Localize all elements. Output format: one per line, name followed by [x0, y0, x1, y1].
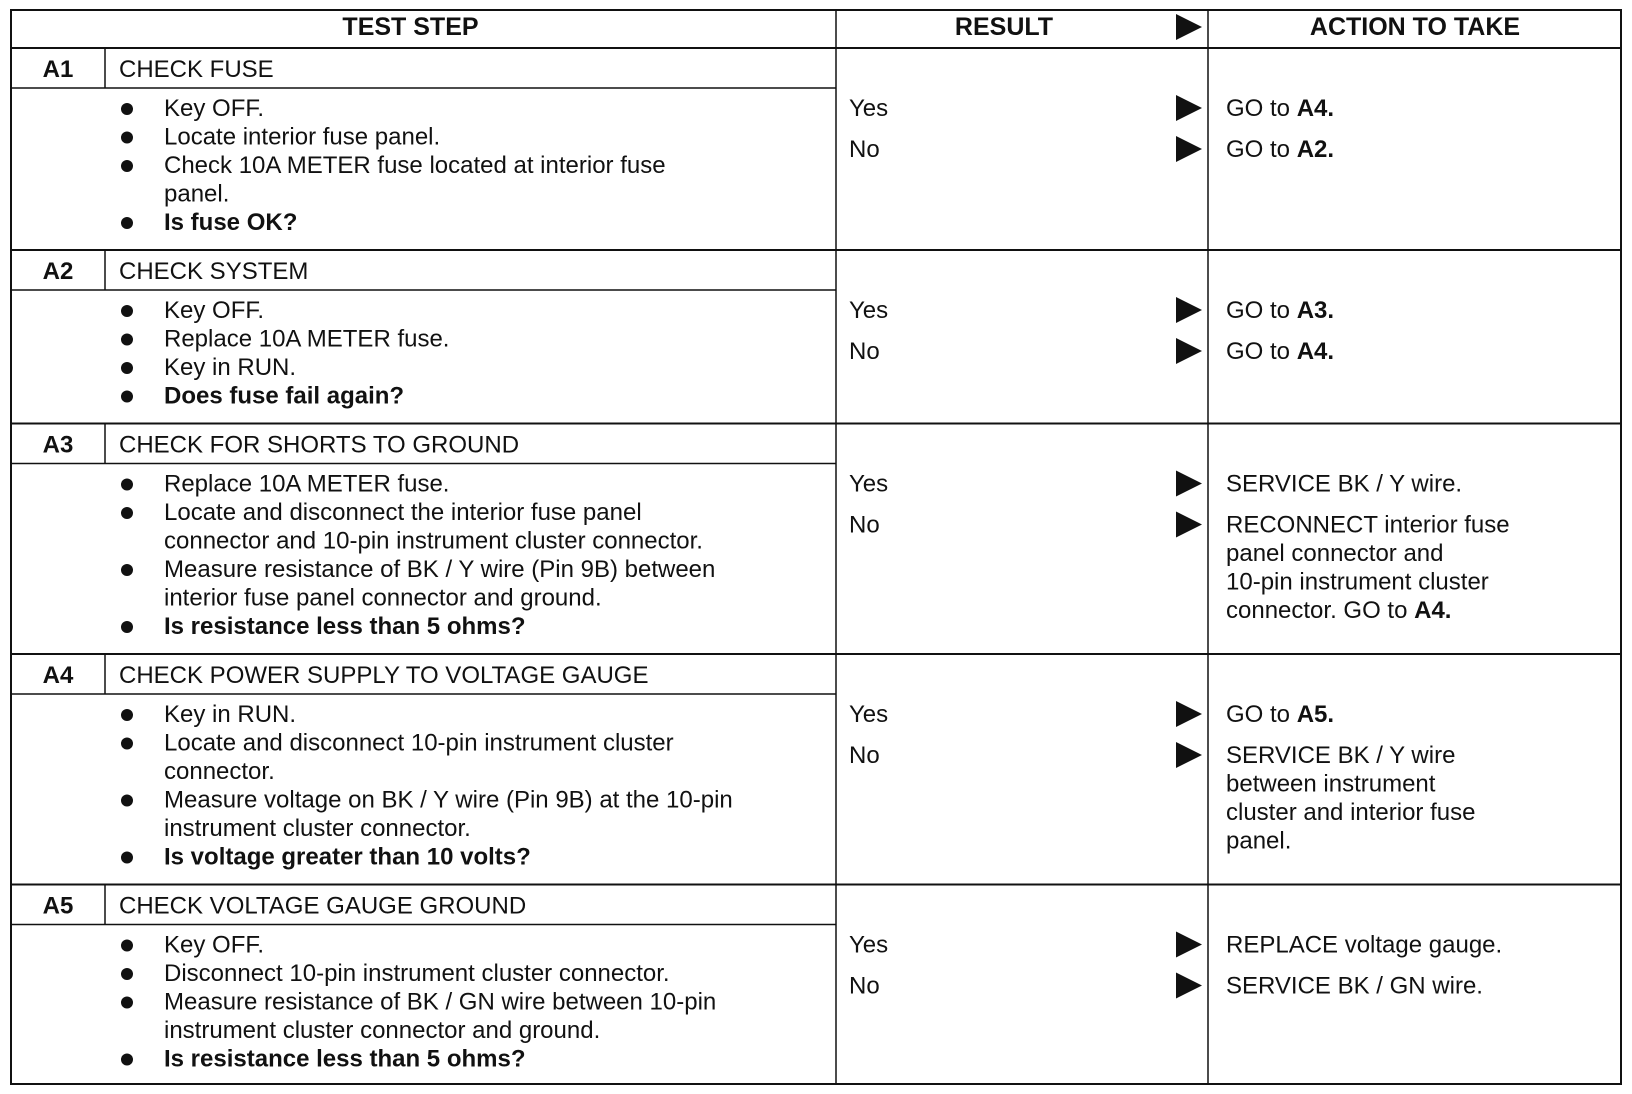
action-text	[1226, 597, 1451, 624]
header-result: RESULT	[954, 13, 1054, 41]
step-id: A5	[42, 892, 74, 920]
bullet-text: Check 10A METER fuse located at interior fuse	[164, 152, 666, 179]
bullet-icon	[121, 621, 133, 633]
action-segment: A2.	[1296, 136, 1335, 163]
bullet-text: Replace 10A METER fuse.	[164, 470, 450, 498]
result-yes: Yes	[849, 470, 889, 498]
bullet-text: Replace 10A METER fuse.	[164, 325, 450, 353]
action-text	[1226, 799, 1475, 826]
bullet-text: Key OFF.	[164, 297, 265, 324]
step-id: A1	[42, 56, 74, 83]
action-segment: A4.	[1296, 338, 1335, 365]
action-segment: GO to	[1226, 338, 1297, 365]
bullet-text: interior fuse panel connector and ground.	[164, 584, 602, 612]
step-title: CHECK FOR SHORTS TO GROUND	[119, 431, 520, 459]
action-text	[1226, 338, 1334, 365]
bullet-icon	[121, 507, 133, 519]
action-segment: A3.	[1296, 297, 1335, 324]
bullet-text: Locate and disconnect the interior fuse panel	[164, 499, 642, 526]
bullet-icon	[121, 391, 133, 403]
bullet-icon	[121, 968, 133, 980]
bullet-text: connector.	[164, 758, 275, 785]
bullet-text: Measure voltage on BK / Y wire (Pin 9B) at the 10-pin	[164, 786, 733, 814]
action-text	[1226, 569, 1489, 596]
step-title: CHECK FUSE	[119, 56, 274, 83]
step-title: CHECK SYSTEM	[119, 258, 309, 285]
bullet-text: instrument cluster connector.	[164, 815, 471, 842]
header-action: ACTION TO TAKE	[1309, 13, 1521, 41]
action-segment: REPLACE voltage gauge.	[1226, 931, 1503, 959]
result-arrow-icon	[1176, 742, 1202, 768]
result-no: No	[849, 972, 880, 1000]
action-segment: A4.	[1296, 95, 1335, 122]
result-no: No	[849, 136, 880, 163]
bullet-text: Does fuse fail again?	[164, 382, 405, 410]
result-arrow-icon	[1176, 973, 1202, 999]
result-no: No	[849, 338, 880, 365]
bullet-text: Is voltage greater than 10 volts?	[164, 843, 531, 871]
action-segment: GO to	[1226, 136, 1297, 163]
action-segment: 10-pin instrument cluster	[1226, 568, 1489, 596]
result-arrow-icon	[1176, 471, 1202, 497]
bullet-icon	[121, 564, 133, 576]
action-segment: A4.	[1414, 597, 1452, 624]
action-text	[1226, 471, 1462, 498]
action-text	[1226, 136, 1334, 163]
header-test-step: TEST STEP	[342, 13, 479, 41]
action-segment: panel.	[1226, 827, 1292, 855]
bullet-icon	[121, 738, 133, 750]
header-arrow-icon	[1176, 14, 1202, 40]
bullet-icon	[121, 479, 133, 491]
action-text	[1226, 973, 1483, 1000]
test-step-table	[10, 9, 1622, 1085]
bullet-text: Key OFF.	[164, 95, 265, 122]
bullet-text: connector and 10-pin instrument cluster connector.	[164, 527, 703, 555]
bullet-text: Key OFF.	[164, 931, 265, 959]
bullet-text: Disconnect 10-pin instrument cluster connector.	[164, 960, 670, 987]
step-title: CHECK POWER SUPPLY TO VOLTAGE GAUGE	[119, 662, 649, 689]
action-segment: panel connector and	[1226, 540, 1444, 567]
result-no: No	[849, 742, 880, 769]
action-segment: SERVICE BK / Y wire	[1226, 742, 1456, 769]
result-arrow-icon	[1176, 701, 1202, 727]
bullet-text: Is fuse OK?	[164, 209, 298, 236]
bullet-text: Is resistance less than 5 ohms?	[164, 1045, 526, 1073]
result-arrow-icon	[1176, 338, 1202, 364]
result-no: No	[849, 511, 880, 539]
bullet-text: instrument cluster connector and ground.	[164, 1017, 601, 1044]
result-yes: Yes	[849, 297, 889, 324]
bullet-icon	[121, 940, 133, 952]
result-arrow-icon	[1176, 512, 1202, 538]
action-text	[1226, 95, 1334, 122]
bullet-icon	[121, 160, 133, 172]
bullet-icon	[121, 1054, 133, 1066]
step-id: A3	[42, 431, 74, 459]
result-arrow-icon	[1176, 95, 1202, 121]
bullet-icon	[121, 362, 133, 374]
action-text	[1226, 297, 1334, 324]
bullet-text: Locate and disconnect 10-pin instrument cluster	[164, 729, 674, 757]
action-text	[1226, 742, 1455, 769]
bullet-icon	[121, 852, 133, 864]
action-segment: connector. GO to	[1226, 597, 1415, 624]
result-yes: Yes	[849, 701, 889, 728]
action-segment: cluster and interior fuse	[1226, 799, 1476, 826]
result-arrow-icon	[1176, 932, 1202, 958]
action-text	[1226, 828, 1291, 855]
bullet-icon	[121, 217, 133, 229]
bullet-text: panel.	[164, 180, 230, 208]
bullet-icon	[121, 305, 133, 317]
action-segment: GO to	[1226, 701, 1297, 728]
bullet-text: Is resistance less than 5 ohms?	[164, 613, 526, 640]
action-segment: SERVICE BK / GN wire.	[1226, 972, 1483, 1000]
result-yes: Yes	[849, 931, 889, 959]
bullet-text: Measure resistance of BK / Y wire (Pin 9B) between	[164, 556, 716, 583]
bullet-text: Locate interior fuse panel.	[164, 123, 441, 151]
action-text	[1226, 512, 1510, 539]
action-segment: between instrument	[1226, 770, 1436, 798]
bullet-icon	[121, 709, 133, 721]
bullet-text: Key in RUN.	[164, 354, 297, 381]
action-segment: SERVICE BK / Y wire.	[1226, 470, 1463, 498]
bullet-text: Key in RUN.	[164, 701, 297, 728]
bullet-icon	[121, 997, 133, 1009]
bullet-icon	[121, 795, 133, 807]
action-segment: GO to	[1226, 297, 1297, 324]
result-arrow-icon	[1176, 297, 1202, 323]
action-segment: RECONNECT interior fuse	[1226, 511, 1510, 539]
action-text	[1226, 540, 1444, 567]
action-text	[1226, 932, 1502, 959]
action-text	[1226, 701, 1334, 728]
bullet-icon	[121, 103, 133, 115]
action-text	[1226, 771, 1436, 798]
step-title: CHECK VOLTAGE GAUGE GROUND	[119, 892, 527, 920]
action-segment: GO to	[1226, 95, 1297, 122]
bullet-icon	[121, 132, 133, 144]
action-segment: A5.	[1296, 701, 1335, 728]
bullet-icon	[121, 334, 133, 346]
bullet-text: Measure resistance of BK / GN wire between 10-pin	[164, 988, 717, 1016]
step-id: A2	[42, 258, 74, 285]
step-id: A4	[42, 662, 74, 689]
result-arrow-icon	[1176, 136, 1202, 162]
result-yes: Yes	[849, 95, 889, 122]
